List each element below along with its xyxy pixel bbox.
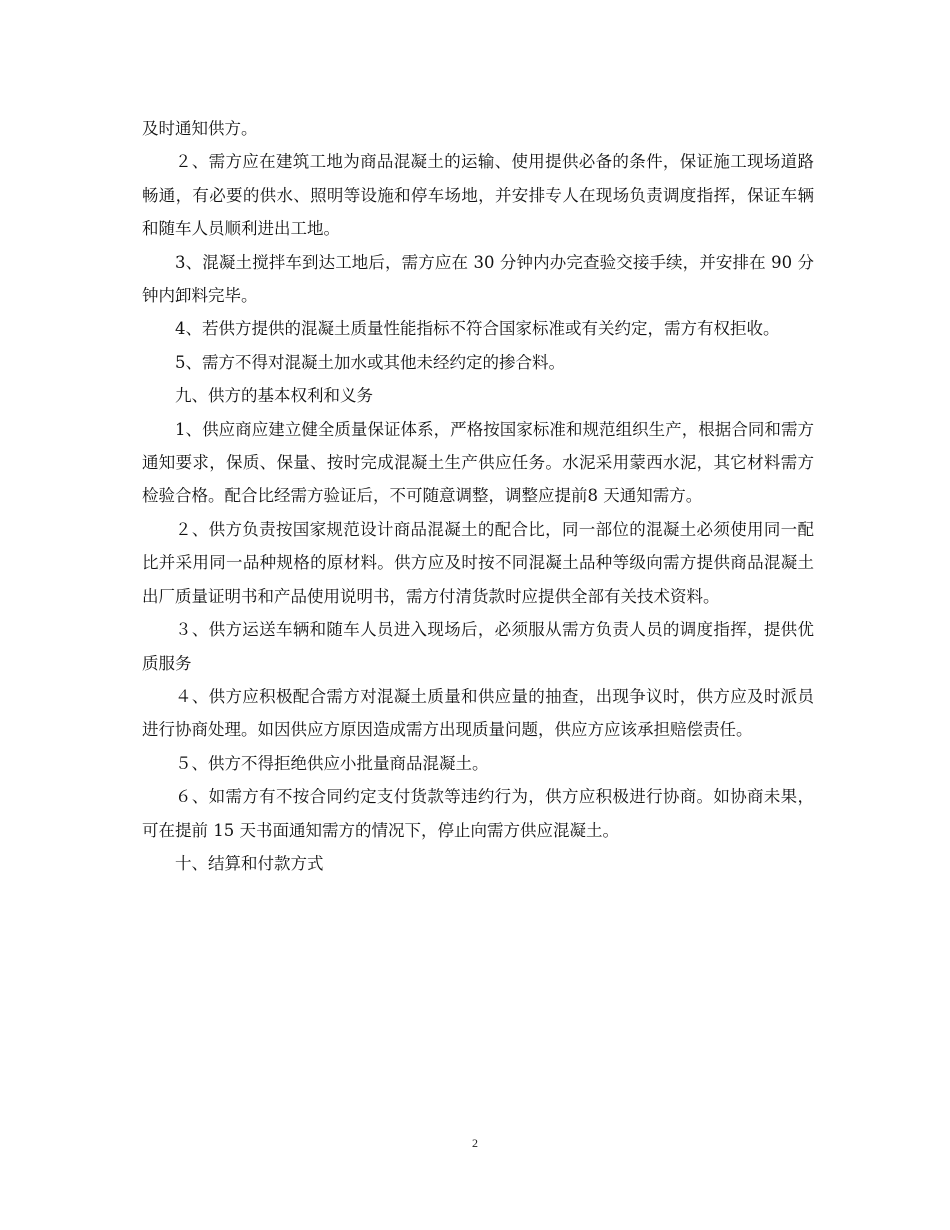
paragraph-supplier-clause-4: ４、供方应积极配合需方对混凝土质量和供应量的抽查，出现争议时，供方应及时派员进行协商处理。如因供应方原因造成需方出现质量问题，供应方应该承担赔偿责任。 [142, 686, 814, 740]
paragraph-supplier-clause-5: ５、供方不得拒绝供应小批量商品混凝土。 [175, 753, 489, 773]
paragraph-buyer-clause-5: 5、需方不得对混凝土加水或其他未经约定的掺合料。 [175, 352, 565, 372]
page-number: 2 [472, 1136, 478, 1150]
paragraph-supplier-clause-2: ２、供方负责按国家规范设计商品混凝土的配合比，同一部位的混凝土必须使用同一配比并采用同一品种规格的原材料。供方应及时按不同混凝土品种等级向需方提供商品混凝土出厂质量证明书和产品使用说明书，需方付清货款时应提供全部有关技术资料。 [142, 519, 814, 606]
paragraph-supplier-clause-6: ６、如需方有不按合同约定支付货款等违约行为，供方应积极进行协商。如协商未果，可在提前 15 天书面通知需方的情况下，停止向需方供应混凝土。 [142, 787, 814, 840]
paragraph-continuation: 及时通知供方。 [142, 119, 258, 138]
paragraph-buyer-clause-3: 3、混凝土搅拌车到达工地后，需方应在 30 分钟内办完查验交接手续，并安排在 90 分钟内卸料完毕。 [142, 252, 814, 306]
paragraph-supplier-clause-1: 1、供应商应建立健全质量保证体系，严格按国家标准和规范组织生产，根据合同和需方通知要求，保质、保量、按时完成混凝土生产供应任务。水泥采用蒙西水泥，其它材料需方检验合格。配合比经需方验证后，不可随意调整，调整应提前8 天通知需方。 [142, 419, 814, 506]
section-heading-supplier-rights: 九、供方的基本权利和义务 [175, 386, 373, 406]
section-heading-settlement: 十、结算和付款方式 [175, 853, 324, 873]
document-body [142, 112, 814, 880]
paragraph-buyer-clause-2: ２、需方应在建筑工地为商品混凝土的运输、使用提供必备的条件，保证施工现场道路畅通，有必要的供水、照明等设施和停车场地，并安排专人在现场负责调度指挥，保证车辆和随车人员顺利进出工地。 [142, 152, 814, 239]
paragraph-buyer-clause-4: 4、若供方提供的混凝土质量性能指标不符合国家标准或有关约定，需方有权拒收。 [175, 319, 780, 339]
paragraph-supplier-clause-3: ３、供方运送车辆和随车人员进入现场后，必须服从需方负责人员的调度指挥，提供优质服务 [142, 620, 814, 673]
